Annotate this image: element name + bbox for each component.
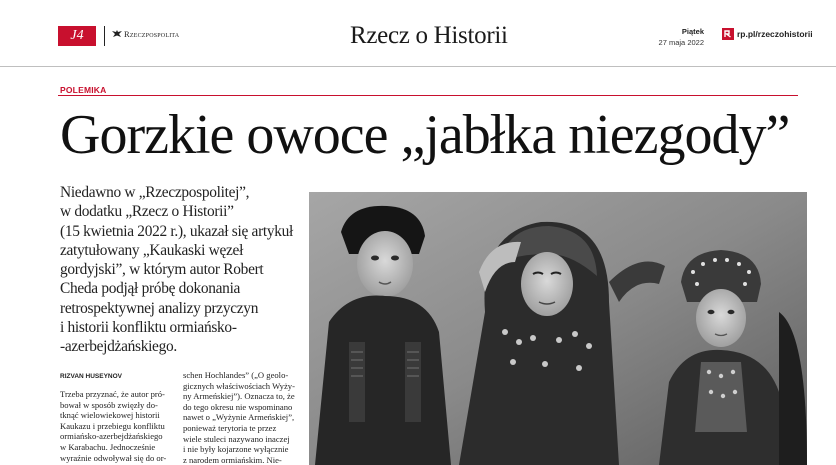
body-line: tknąć wielowiekowej historii bbox=[60, 410, 160, 421]
body-line: do tego okresu nie wspominano bbox=[183, 401, 293, 412]
photo-illustration bbox=[309, 192, 807, 465]
lead-line: Niedawno w „Rzeczpospolitej”, bbox=[60, 184, 250, 201]
historical-photo bbox=[309, 192, 807, 465]
article-lead bbox=[60, 183, 300, 357]
lead-line: zatytułowany „Kaukaski węzeł bbox=[60, 241, 244, 259]
body-line: ormiańsko-azerbejdżańskiego bbox=[60, 431, 163, 442]
body-column-1 bbox=[60, 389, 178, 463]
rp-logo-icon bbox=[722, 28, 734, 40]
author-byline: RIZVAN HUSEYNOV bbox=[60, 373, 122, 380]
body-line: z narodem ormiańskim. Nie- bbox=[183, 454, 282, 465]
body-line: bował w sposób zwięzły do- bbox=[60, 399, 158, 410]
header-rule bbox=[0, 66, 836, 67]
publication-date: 27 maja 2022 bbox=[658, 38, 704, 47]
lead-line: Cheda podjął próbę dokonania bbox=[60, 280, 241, 298]
section-title: Rzecz o Historii bbox=[350, 22, 508, 49]
lead-line: (15 kwietnia 2022 r.), ukazał się artykuł bbox=[60, 222, 294, 240]
body-line: nawet o „Wyżynie Armeńskiej”, bbox=[183, 412, 295, 423]
article-kicker: POLEMIKA bbox=[60, 85, 107, 95]
page-header bbox=[0, 0, 836, 66]
body-column-2 bbox=[183, 370, 301, 465]
article-headline: Gorzkie owoce „jabłka niezgody” bbox=[60, 104, 790, 166]
body-line: ponieważ terytoria te przez bbox=[183, 422, 277, 433]
lead-line: retrospektywnej analizy przyczyn bbox=[60, 299, 259, 317]
body-line: gicznych właściwościach Wyży- bbox=[183, 380, 295, 391]
eagle-icon bbox=[111, 29, 123, 39]
lead-line: i historii konfliktu ormiańsko- bbox=[60, 319, 237, 337]
header-divider bbox=[104, 26, 105, 46]
body-line: wiele stuleci nazywano inaczej bbox=[183, 433, 290, 444]
body-line: w Karabachu. Jednocześnie bbox=[60, 441, 156, 452]
lead-line: -azerbejdżańskiego. bbox=[60, 338, 177, 356]
website-link[interactable]: rp.pl/rzeczohistorii bbox=[737, 29, 813, 39]
body-line: Kaukazu i przebiegu konfliktu bbox=[60, 420, 165, 431]
newspaper-name: Rzeczpospolita bbox=[124, 29, 180, 39]
kicker-rule bbox=[58, 95, 798, 96]
body-line: i nie były kojarzone wyłącznie bbox=[183, 444, 289, 455]
date-block bbox=[659, 26, 704, 48]
body-line: schen Hochlandes” („O geolo- bbox=[183, 370, 289, 380]
lead-line: w dodatku „Rzecz o Historii” bbox=[60, 203, 234, 221]
page-number-badge: J4 bbox=[58, 26, 96, 46]
body-line: Trzeba przyznać, że autor pró- bbox=[60, 389, 165, 399]
body-line: ny Armeńskiej”). Oznacza to, że bbox=[183, 391, 295, 402]
body-line: wyraźnie odwoływał się do or- bbox=[60, 452, 167, 463]
publication-day: Piątek bbox=[681, 27, 704, 36]
newspaper-logo bbox=[111, 29, 179, 39]
lead-line: gordyjski”, w którym autor Robert bbox=[60, 261, 264, 279]
